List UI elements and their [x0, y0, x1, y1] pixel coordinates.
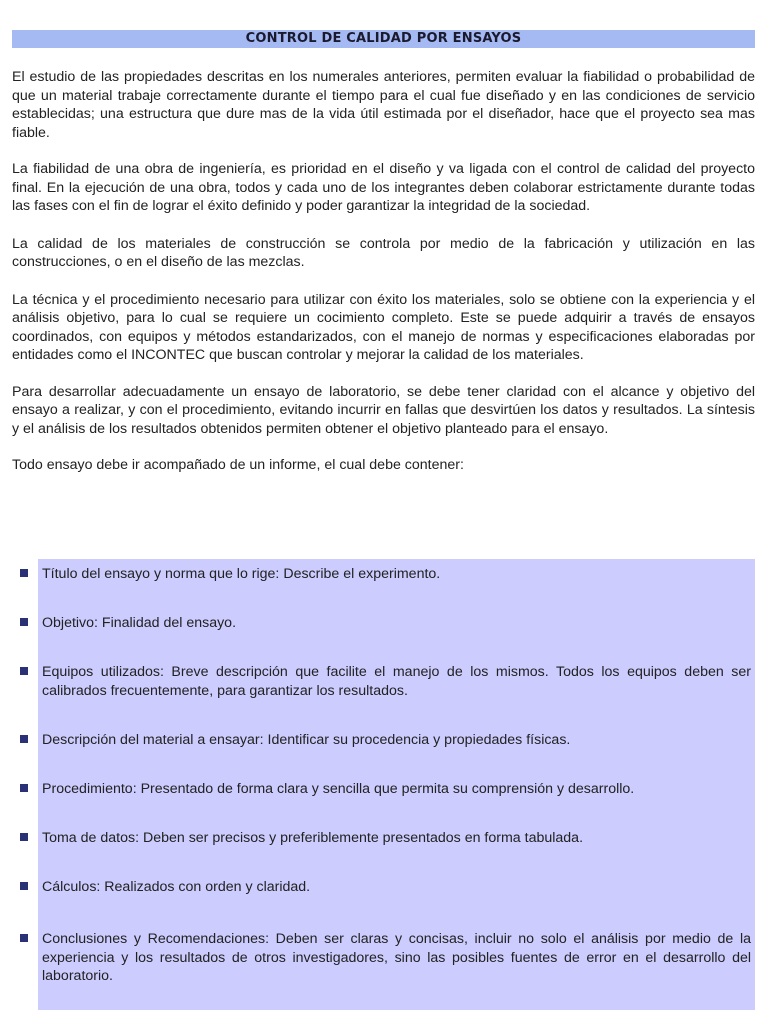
square-bullet-icon [20, 618, 28, 626]
list-item-text: Descripción del material a ensayar: Identificar su procedencia y propiedades físicas. [42, 732, 571, 748]
square-bullet-icon [20, 833, 28, 841]
square-bullet-icon [20, 934, 28, 942]
list-item-text: Toma de datos: Deben ser precisos y preferiblemente presentados en forma tabulada. [42, 830, 584, 846]
document-title: CONTROL DE CALIDAD POR ENSAYOS [12, 30, 755, 48]
square-bullet-icon [20, 784, 28, 792]
square-bullet-icon [20, 667, 28, 675]
list-item-text: Título del ensayo y norma que lo rige: Describe el experimento. [42, 566, 441, 582]
paragraph-ensayo-laboratorio: Para desarrollar adecuadamente un ensayo de laboratorio, se debe tener claridad con el alcance y objetivo del ensayo a realizar, y con el procedimiento, evitando incurrir en fallas que desvirtúen los datos y resultados. La síntesis y el análisis de los resultados obtenidos permiten obtener el objetivo planteado para el ensayo. [12, 383, 755, 437]
paragraph-fiabilidad: El estudio de las propiedades descritas en los numerales anteriores, permiten evaluar la fiabilidad o probabilidad de que un material trabaje correctamente durante el tiempo para el cual fue diseñado y en las condiciones de servicio establecidas; una estructura que dure mas de la vida útil estimada por el diseñador, hace que el proyecto sea mas fiable. [12, 69, 755, 141]
document-page [12, 30, 755, 984]
list-item-text: Conclusiones y Recomendaciones: Deben ser claras y concisas, incluir no solo el análisis por medio de la experiencia y los resultados de otros investigadores, sino las posibles fuentes de error en el desarrollo del laboratorio. [42, 931, 751, 984]
paragraph-obra-ingenieria: La fiabilidad de una obra de ingeniería, es prioridad en el diseño y va ligada con el control de calidad del proyecto final. En la ejecución de una obra, todos y cada uno de los integrantes deben colaborar estrictamente durante todas las fases con el fin de lograr el éxito definido y poder garantizar la integridad de la sociedad. [12, 161, 755, 214]
paragraph-tecnica-procedimiento: La técnica y el procedimiento necesario para utilizar con éxito los materiales, solo se obtiene con la experiencia y el análisis objetivo, para lo cual se requiere un cocimiento completo. Este se puede adquirir a través de ensayos coordinados, con equipos y métodos estandarizados, con el manejo de normas y especificaciones elaboradas por entidades como el INCONTEC que buscan controlar y mejorar la calidad de los materiales. [12, 291, 755, 363]
square-bullet-icon [20, 882, 28, 890]
square-bullet-icon [20, 735, 28, 743]
paragraph-calidad-materiales: La calidad de los materiales de construcción se controla por medio de la fabricación y utilización en las construcciones, o en el diseño de las mezclas. [12, 235, 755, 270]
list-item-text: Cálculos: Realizados con orden y claridad. [42, 879, 311, 895]
list-item-text: Objetivo: Finalidad del ensayo. [42, 615, 237, 631]
list-item-text: Equipos utilizados: Breve descripción que facilite el manejo de los mismos. Todos los equipos deben ser calibrados frecuentemente, para garantizar los resultados. [42, 664, 751, 699]
paragraph-informe-intro: Todo ensayo debe ir acompañado de un informe, el cual debe contener: [12, 457, 464, 473]
list-item-text: Procedimiento: Presentado de forma clara y sencilla que permita su comprensión y desarrollo. [42, 781, 635, 797]
square-bullet-icon [20, 569, 28, 577]
